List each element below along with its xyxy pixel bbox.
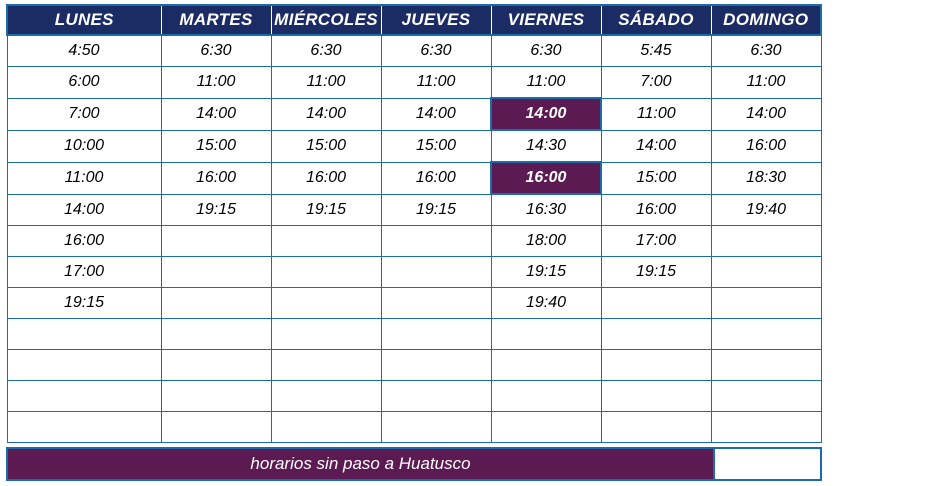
- column-header-viernes: VIERNES: [491, 5, 601, 35]
- time-cell: [381, 319, 491, 350]
- time-cell: 19:15: [271, 194, 381, 226]
- table-row: [7, 350, 821, 381]
- time-cell: [601, 412, 711, 443]
- time-cell: 19:15: [601, 257, 711, 288]
- time-cell: [161, 319, 271, 350]
- time-cell: [381, 381, 491, 412]
- schedule-table: [6, 4, 822, 443]
- time-cell: 11:00: [271, 67, 381, 99]
- table-body: [7, 35, 821, 443]
- time-cell-highlighted: 16:00: [491, 162, 601, 194]
- time-cell: 19:15: [161, 194, 271, 226]
- footer-blank-cell: [715, 449, 820, 479]
- time-cell: 4:50: [7, 35, 161, 67]
- time-cell: 6:30: [161, 35, 271, 67]
- footer-row: [6, 447, 822, 481]
- time-cell: [711, 350, 821, 381]
- time-cell: 14:00: [381, 98, 491, 130]
- time-cell: 14:00: [7, 194, 161, 226]
- time-cell: 11:00: [711, 67, 821, 99]
- time-cell: 18:00: [491, 226, 601, 257]
- time-cell: [601, 381, 711, 412]
- time-cell: 16:00: [381, 162, 491, 194]
- time-cell: 5:45: [601, 35, 711, 67]
- time-cell: 14:30: [491, 130, 601, 162]
- column-header-lunes: LUNES: [7, 5, 161, 35]
- time-cell: [7, 412, 161, 443]
- time-cell: 6:30: [711, 35, 821, 67]
- time-cell: [711, 226, 821, 257]
- schedule-sheet: [0, 4, 931, 486]
- table-row: [7, 381, 821, 412]
- time-cell: 14:00: [601, 130, 711, 162]
- table-row: [7, 67, 821, 99]
- time-cell: 16:00: [711, 130, 821, 162]
- time-cell: [381, 257, 491, 288]
- time-cell: [381, 288, 491, 319]
- time-cell: 11:00: [381, 67, 491, 99]
- time-cell: 11:00: [491, 67, 601, 99]
- time-cell: 15:00: [271, 130, 381, 162]
- time-cell: 11:00: [161, 67, 271, 99]
- time-cell: 11:00: [7, 162, 161, 194]
- time-cell: 18:30: [711, 162, 821, 194]
- time-cell: [381, 350, 491, 381]
- time-cell: 19:40: [491, 288, 601, 319]
- time-cell: 7:00: [601, 67, 711, 99]
- table-row: [7, 130, 821, 162]
- time-cell: 15:00: [381, 130, 491, 162]
- time-cell: 6:00: [7, 67, 161, 99]
- time-cell: [271, 319, 381, 350]
- time-cell: 16:30: [491, 194, 601, 226]
- time-cell: 6:30: [491, 35, 601, 67]
- time-cell: 16:00: [161, 162, 271, 194]
- time-cell: 10:00: [7, 130, 161, 162]
- time-cell: [711, 412, 821, 443]
- time-cell: [161, 381, 271, 412]
- time-cell: 14:00: [271, 98, 381, 130]
- time-cell: [271, 226, 381, 257]
- table-row: [7, 412, 821, 443]
- time-cell: [711, 257, 821, 288]
- table-row: [7, 257, 821, 288]
- column-header-miercoles: MIÉRCOLES: [271, 5, 381, 35]
- time-cell: [271, 257, 381, 288]
- time-cell: [271, 412, 381, 443]
- time-cell: [601, 350, 711, 381]
- time-cell: [7, 319, 161, 350]
- time-cell: [381, 412, 491, 443]
- time-cell: [491, 412, 601, 443]
- time-cell: [381, 226, 491, 257]
- table-row: [7, 226, 821, 257]
- time-cell: 19:15: [7, 288, 161, 319]
- time-cell: [271, 350, 381, 381]
- time-cell: 14:00: [711, 98, 821, 130]
- table-row: [7, 319, 821, 350]
- column-header-sabado: SÁBADO: [601, 5, 711, 35]
- column-header-jueves: JUEVES: [381, 5, 491, 35]
- time-cell: 16:00: [7, 226, 161, 257]
- time-cell: 6:30: [271, 35, 381, 67]
- column-header-domingo: DOMINGO: [711, 5, 821, 35]
- time-cell: 19:15: [491, 257, 601, 288]
- time-cell: 19:15: [381, 194, 491, 226]
- time-cell: 15:00: [161, 130, 271, 162]
- time-cell: 16:00: [271, 162, 381, 194]
- time-cell: [711, 288, 821, 319]
- time-cell: [161, 257, 271, 288]
- header-row: [7, 5, 821, 35]
- time-cell: 15:00: [601, 162, 711, 194]
- time-cell: [271, 288, 381, 319]
- time-cell: [711, 381, 821, 412]
- time-cell: 7:00: [7, 98, 161, 130]
- time-cell: [7, 381, 161, 412]
- time-cell: 6:30: [381, 35, 491, 67]
- table-header: [7, 5, 821, 35]
- table-row: [7, 162, 821, 194]
- time-cell: 16:00: [601, 194, 711, 226]
- time-cell: [601, 319, 711, 350]
- column-header-martes: MARTES: [161, 5, 271, 35]
- time-cell: [491, 381, 601, 412]
- time-cell: 17:00: [601, 226, 711, 257]
- time-cell: 14:00: [161, 98, 271, 130]
- time-cell: 11:00: [601, 98, 711, 130]
- time-cell: [711, 319, 821, 350]
- time-cell: [601, 288, 711, 319]
- time-cell: [161, 226, 271, 257]
- time-cell: 19:40: [711, 194, 821, 226]
- time-cell-highlighted: 14:00: [491, 98, 601, 130]
- time-cell: 17:00: [7, 257, 161, 288]
- table-row: [7, 288, 821, 319]
- table-row: [7, 35, 821, 67]
- time-cell: [7, 350, 161, 381]
- time-cell: [161, 288, 271, 319]
- table-row: [7, 194, 821, 226]
- time-cell: [161, 350, 271, 381]
- footer-note: horarios sin paso a Huatusco: [8, 449, 715, 479]
- time-cell: [491, 350, 601, 381]
- time-cell: [271, 381, 381, 412]
- time-cell: [161, 412, 271, 443]
- time-cell: [491, 319, 601, 350]
- table-row: [7, 98, 821, 130]
